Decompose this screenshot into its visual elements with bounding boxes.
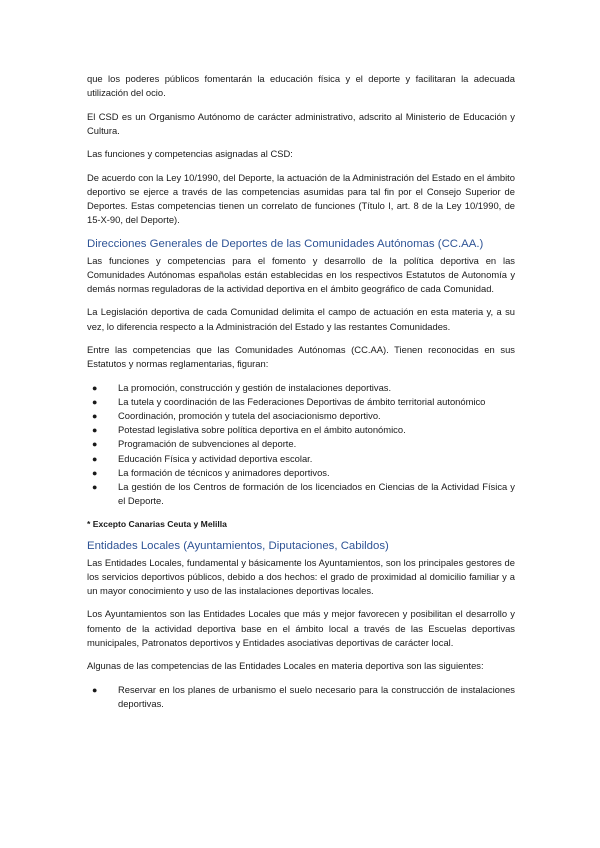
paragraph-legislacion: La Legislación deportiva de cada Comunidad delimita el campo de actuación en esta materia y, a su vez, lo diferencia respecto a la Administración del Estado y las restantes Comunidades. bbox=[87, 306, 515, 332]
bullet-icon: ● bbox=[92, 467, 98, 478]
paragraph-ocio: que los poderes públicos fomentarán la educación física y el deporte y facilitaran la adecuada utilización del ocio. bbox=[87, 73, 515, 99]
bullet-icon: ● bbox=[92, 439, 98, 450]
list-entidades-competencias bbox=[87, 683, 515, 711]
list-item: ● La tutela y coordinación de las Federaciones Deportivas de ámbito territorial autonómico bbox=[87, 395, 515, 409]
bullet-icon: ● bbox=[92, 481, 98, 492]
list-item: ● Reservar en los planes de urbanismo el suelo necesario para la construcción de instalaciones deportivas. bbox=[92, 683, 515, 709]
paragraph-entidades-locales: Las Entidades Locales, fundamental y básicamente los Ayuntamientos, son los principales gestores de los servicios deportivos públicos, debido a dos hechos: el grado de proximidad al domicilio familiar y a un mayor conocimiento y uso de las instalaciones deportivas locales. bbox=[87, 556, 515, 596]
list-item: ● La formación de técnicos y animadores deportivos. bbox=[87, 466, 515, 480]
bullet-icon: ● bbox=[92, 396, 98, 407]
bullet-icon: ● bbox=[92, 453, 98, 464]
footnote-excepto: * Excepto Canarias Ceuta y Melilla bbox=[87, 519, 227, 530]
heading-entidades-locales: Entidades Locales (Ayuntamientos, Diputaciones, Cabildos) bbox=[87, 539, 389, 552]
bullet-icon: ● bbox=[92, 425, 98, 436]
paragraph-ayuntamientos: Los Ayuntamientos son las Entidades Locales que más y mejor favorecen y posibilitan el desarrollo y fomento de la actividad deportiva base en el ámbito local a través de las Escuelas deportivas municipales, Patronatos deportivos y Entidades asociativas deportivas de carácter local. bbox=[87, 608, 515, 648]
list-item: ● Coordinación, promoción y tutela del asociacionismo deportivo. bbox=[87, 409, 515, 423]
paragraph-competencias-locales-intro: Algunas de las competencias de las Entidades Locales en materia deportiva son las siguientes: bbox=[87, 660, 484, 672]
heading-ccaa: Direcciones Generales de Deportes de las Comunidades Autónomas (CC.AA.) bbox=[87, 237, 484, 250]
bullet-icon: ● bbox=[92, 684, 98, 695]
document-body bbox=[87, 72, 515, 720]
list-ccaa-competencias bbox=[87, 381, 515, 509]
paragraph-ley-deporte: De acuerdo con la Ley 10/1990, del Deporte, la actuación de la Administración del Estado en el ámbito deportivo se ejerce a través de las competencias asumidas para tal fin por el Consejo Superior de Deportes. Estas competencias tienen un correlato de funciones (Título I, art. 8 de la Ley 10/1990, de 15-X-90, del Deporte). bbox=[87, 171, 515, 226]
paragraph-csd: El CSD es un Organismo Autónomo de carácter administrativo, adscrito al Ministerio de Educación y Cultura. bbox=[87, 110, 515, 136]
bullet-icon: ● bbox=[92, 382, 98, 393]
list-item: ● La gestión de los Centros de formación de los licenciados en Ciencias de la Actividad Física y el Deporte. bbox=[92, 480, 515, 507]
list-item: ● Potestad legislativa sobre política deportiva en el ámbito autonómico. bbox=[87, 423, 515, 437]
paragraph-funciones-intro: Las funciones y competencias asignadas al CSD: bbox=[87, 148, 293, 160]
list-item: ● Educación Física y actividad deportiva escolar. bbox=[87, 452, 515, 466]
paragraph-competencias-intro: Entre las competencias que las Comunidades Autónomas (CC.AA). Tienen reconocidas en sus Estatutos y normas reglamentarias, figuran: bbox=[87, 343, 515, 370]
paragraph-ccaa-funciones: Las funciones y competencias para el fomento y desarrollo de la política deportiva en las Comunidades Autónomas españolas están establecidas en los respectivos Estatutos de Autonomía y demás normas reguladoras de la actividad deportiva en el ámbito geográfico de cada Comunidad. bbox=[87, 254, 515, 294]
bullet-icon: ● bbox=[92, 410, 98, 421]
list-item: ● La promoción, construcción y gestión de instalaciones deportivas. bbox=[87, 381, 515, 395]
list-item: ● Programación de subvenciones al deporte. bbox=[87, 437, 515, 451]
